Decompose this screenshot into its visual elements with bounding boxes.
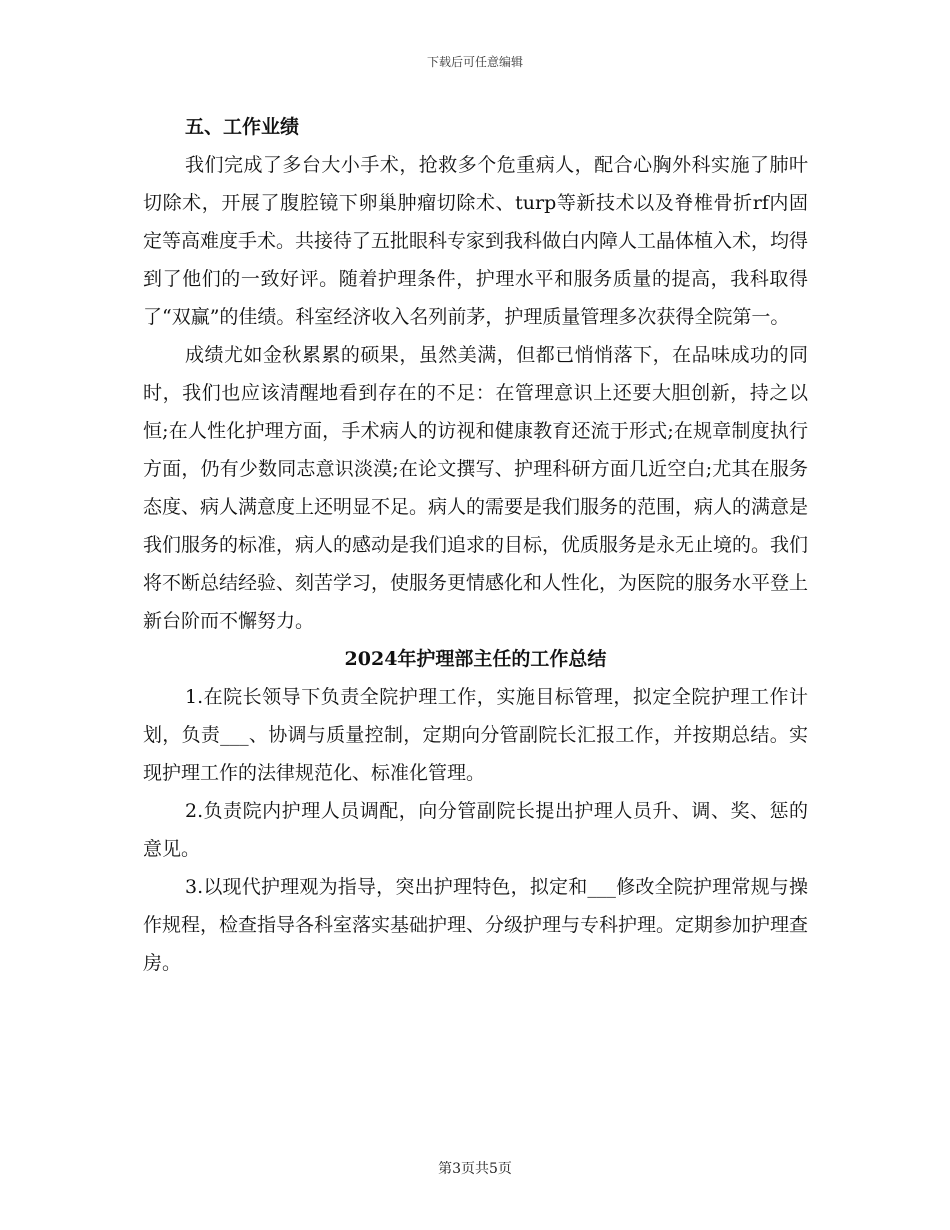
page-header: 下载后可任意编辑 [426,55,523,69]
list-item-paragraph: 1.在院长领导下负责全院护理工作，实施目标管理，拟定全院护理工作计划，负责___、协调与质量控制，定期向分管副院长汇报工作，并按期总结。实现护理工作的法律规范化、标准化管理。 [143,686,808,784]
document-body [143,108,808,982]
article-title: 2024年护理部主任的工作总结 [344,648,607,670]
body-paragraph: 我们完成了多台大小手术，抢救多个危重病人，配合心胸外科实施了肺叶切除术，开展了腹腔镜下卵巢肿瘤切除术、turp等新技术以及脊椎骨折rf内固定等高难度手术。共接待了五批眼科专家到我科做白内障人工晶体植入术，均得到了他们的一致好评。随着护理条件，护理水平和服务质量的提高，我科取得了“双赢”的佳绩。科室经济收入名列前茅，护理质量管理多次获得全院第一。 [143,154,809,328]
page-number: 第3页共5页 [438,1161,512,1177]
list-item-paragraph: 3.以现代护理观为指导，突出护理特色，拟定和___修改全院护理常规与操作规程，检查指导各科室落实基础护理、分级护理与专科护理。定期参加护理查房。 [143,876,809,974]
section-heading: 五、工作业绩 [185,116,300,138]
body-paragraph: 成绩尤如金秋累累的硕果，虽然美满，但都已悄悄落下，在品味成功的同时，我们也应该清醒地看到存在的不足：在管理意识上还要大胆创新，持之以恒;在人性化护理方面，手术病人的访视和健康教育还流于形式;在规章制度执行方面，仍有少数同志意识淡漠;在论文撰写、护理科研方面几近空白;尤其在服务态度、病人满意度上还明显不足。病人的需要是我们服务的范围，病人的满意是我们服务的标准，病人的感动是我们追求的目标，优质服务是永无止境的。我们将不断总结经验、刻苦学习，使服务更情感化和人性化，为医院的服务水平登上新台阶而不懈努力。 [143,344,809,632]
list-item-paragraph: 2.负责院内护理人员调配，向分管副院长提出护理人员升、调、奖、惩的意见。 [143,800,808,860]
